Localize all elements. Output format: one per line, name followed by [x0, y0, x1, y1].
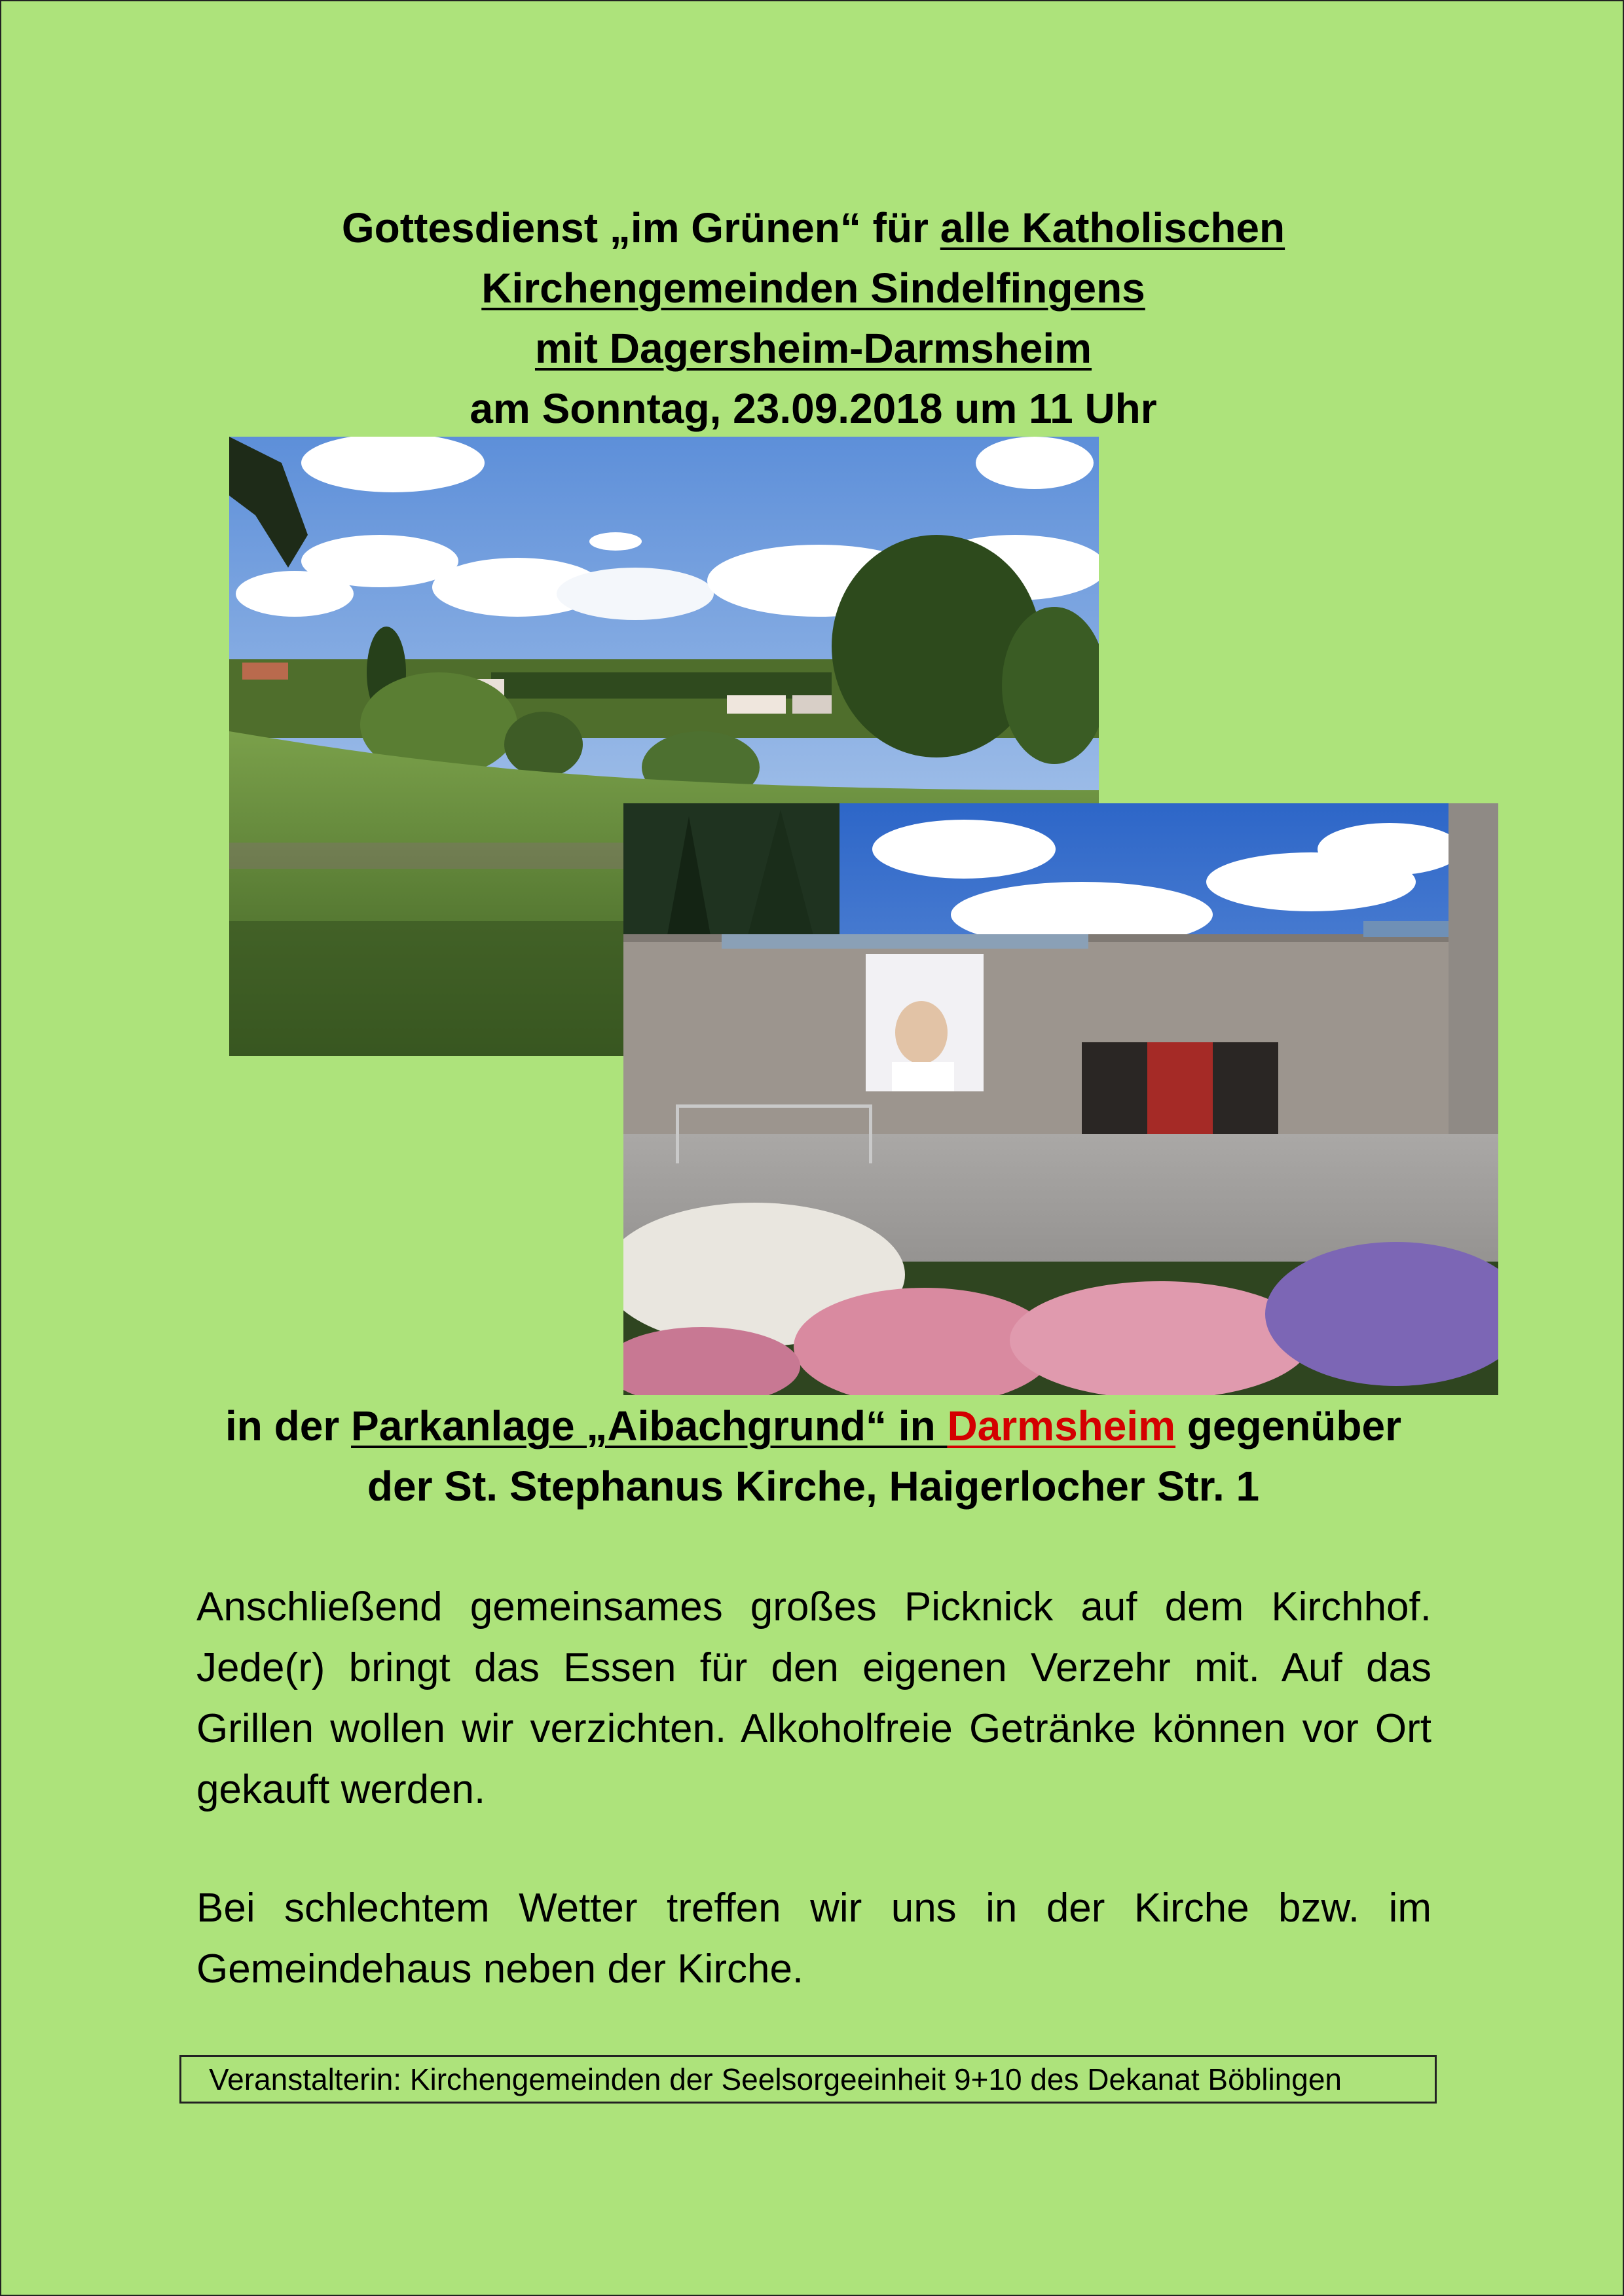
title-line-1-underlined: alle Katholischen: [940, 204, 1285, 251]
title-date-line: am Sonntag, 23.09.2018 um 11 Uhr: [470, 385, 1157, 432]
location-suffix: gegenüber: [1175, 1402, 1401, 1449]
weather-paragraph: [196, 1878, 1431, 1999]
title-line-1: [1, 198, 1624, 258]
picnic-paragraph: [196, 1576, 1431, 1820]
title-line-1-plain: Gottesdienst „im Grünen“ für: [341, 204, 940, 251]
title-line-3: [1, 318, 1624, 378]
organizer-box: [179, 2055, 1437, 2104]
location-park-name: Parkanlage „Aibachgrund“ in: [351, 1402, 948, 1449]
location-line-2: der St. Stephanus Kirche, Haigerlocher Str. 1: [367, 1463, 1260, 1510]
church-photo: [623, 803, 1498, 1395]
organizer-text: Veranstalterin: Kirchengemeinden der Seelsorgeeinheit 9+10 des Dekanat Böblingen: [209, 2062, 1342, 2096]
picnic-paragraph-text: Anschließend gemeinsames großes Picknick auf dem Kirchhof. Jede(r) bringt das Essen für den eigenen Verzehr mit. Auf das Grillen wollen wir verzichten. Alkoholfreie Getränke können vor Ort gekauft werden.: [196, 1584, 1431, 1812]
title-line-2: [1, 258, 1624, 318]
location-prefix: in der: [225, 1402, 352, 1449]
location-town-name: Darmsheim: [947, 1402, 1176, 1449]
title-line-3-underlined: mit Dagersheim-Darmsheim: [534, 325, 1092, 372]
title-line-2-underlined: Kirchengemeinden Sindelfingens: [481, 264, 1145, 312]
weather-paragraph-text: Bei schlechtem Wetter treffen wir uns in der Kirche bzw. im Gemeindehaus neben der Kirche.: [196, 1886, 1431, 1992]
location-line-1: [1, 1396, 1624, 1456]
